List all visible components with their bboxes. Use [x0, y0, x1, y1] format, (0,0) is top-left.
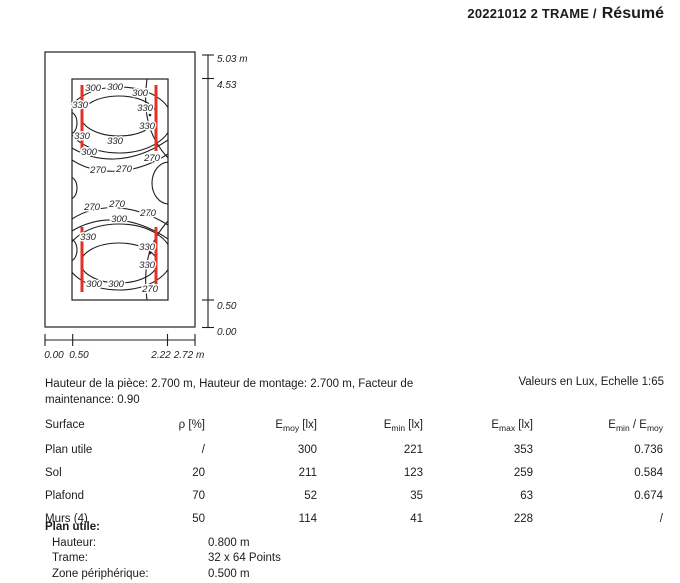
contour-label: 330	[107, 136, 123, 147]
table-cell: Murs (4)	[45, 512, 88, 525]
table-cell: 123	[403, 466, 423, 479]
plan-utile-value: 32 x 64 Points	[208, 552, 281, 564]
table-cell: Plan utile	[45, 443, 93, 456]
horizontal-ruler-label: 2.72 m	[173, 350, 205, 361]
contour-label: 330	[139, 121, 155, 132]
plan-utile-row	[45, 567, 445, 583]
column-header-surface: Surface	[45, 419, 85, 431]
plan-utile-rows	[45, 536, 445, 583]
table-cell: 52	[304, 489, 317, 502]
table-cell: 211	[298, 466, 317, 479]
table-cell: 228	[513, 512, 533, 525]
surface-table-header-row	[45, 412, 663, 438]
contour-label: 300	[111, 214, 127, 225]
contour-label: 330	[72, 100, 88, 111]
plan-utile-label: Hauteur:	[52, 536, 97, 549]
plan-utile-row	[45, 551, 445, 567]
contour-label: 270	[142, 284, 158, 295]
plan-utile-row	[45, 536, 445, 552]
contour-label: 300	[132, 88, 148, 99]
surface-table-body	[45, 438, 663, 530]
project-name: 20221012 2 TRAME /	[467, 6, 597, 21]
vertical-ruler-label: 4.53	[217, 80, 237, 91]
contour-label: 270	[109, 199, 125, 210]
table-row	[45, 438, 663, 461]
contour-label: 300	[107, 82, 123, 93]
contour-label: 330	[139, 260, 155, 271]
contour-label: 270	[144, 153, 160, 164]
table-cell: 353	[513, 443, 533, 456]
column-header-emoy: $E_{moy}$ [lx]	[275, 419, 317, 433]
table-cell: 41	[410, 512, 423, 525]
table-cell: /	[659, 512, 663, 525]
contour-label: 300	[108, 279, 124, 290]
plan-utile-heading: Plan utile:	[45, 521, 100, 533]
column-header-ratio: $E_{min} / E_{moy}$	[608, 419, 663, 433]
contour-label: 330	[137, 103, 153, 114]
vertical-ruler-label: 0.50	[217, 301, 237, 312]
luminaire-dot	[149, 114, 152, 117]
table-cell: Sol	[45, 466, 62, 479]
table-cell: 50	[192, 512, 205, 525]
table-cell: 221	[403, 443, 423, 456]
horizontal-ruler-label: 0.00	[44, 350, 64, 361]
vertical-ruler-label: 5.03 m	[217, 54, 248, 65]
table-cell: 35	[410, 489, 423, 502]
page-title	[467, 5, 664, 23]
table-row	[45, 461, 663, 484]
table-cell: 300	[297, 443, 317, 456]
isolux-plot-container	[35, 40, 305, 370]
table-cell: 0.584	[634, 466, 663, 479]
table-cell: 0.674	[634, 489, 663, 502]
table-cell: 0.736	[634, 443, 663, 456]
horizontal-ruler-label: 0.50	[69, 350, 89, 361]
contour-label: 270	[90, 165, 106, 176]
table-cell: 114	[298, 512, 317, 525]
surface-table	[45, 412, 663, 530]
plan-utile-label: Zone périphérique:	[52, 567, 149, 580]
contour-label: 270	[116, 164, 132, 175]
room-info-line2: maintenance: 0.90	[45, 394, 140, 406]
plan-utile-value: 0.500 m	[208, 567, 250, 580]
horizontal-ruler-label: 2.22	[151, 350, 171, 361]
column-header-emax: $E_{max}$ [lx]	[491, 419, 533, 433]
table-cell: 259	[513, 466, 533, 479]
table-cell: 20	[192, 466, 205, 479]
room-info-line1: Hauteur de la pièce: 2.700 m, Hauteur de montage: 2.700 m, Facteur de	[45, 378, 414, 390]
column-header-emin: $E_{min}$ [lx]	[383, 419, 423, 433]
values-scale-note: Valeurs en Lux, Echelle 1:65	[518, 376, 664, 388]
contour-label: 300	[86, 279, 102, 290]
contour-label: 300	[81, 147, 97, 158]
section-name: Résumé	[601, 5, 664, 22]
vertical-ruler-label: 0.00	[217, 327, 237, 338]
column-header-rho: ρ [%]	[178, 419, 205, 431]
room-info-text	[45, 376, 455, 408]
table-cell: Plafond	[45, 489, 85, 502]
plan-utile-block	[45, 520, 445, 582]
contour-label: 270	[84, 202, 100, 213]
table-row	[45, 484, 663, 507]
plan-utile-value: 0.800 m	[208, 536, 250, 549]
isolux-plot	[35, 40, 305, 370]
contour-label: 330	[139, 242, 155, 253]
table-cell: 63	[520, 489, 533, 502]
table-cell: 70	[192, 489, 205, 502]
plan-utile-label: Trame:	[52, 552, 88, 564]
contour-label: 330	[80, 232, 96, 243]
contour-label: 330	[74, 131, 90, 142]
contour-label: 270	[140, 208, 156, 219]
table-cell: /	[201, 443, 205, 456]
contour-label: 300	[85, 83, 101, 94]
